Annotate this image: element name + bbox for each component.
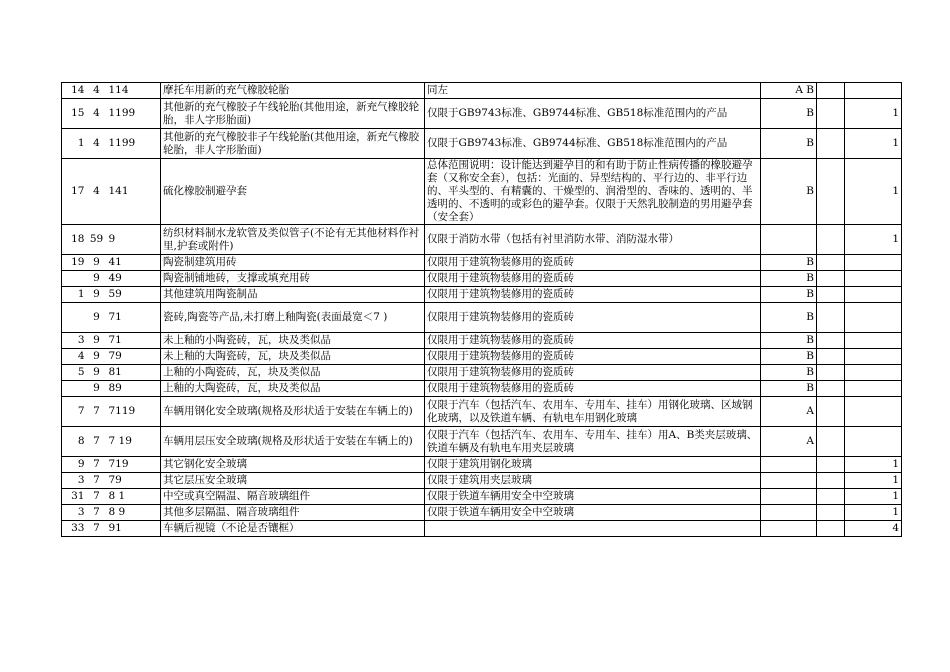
seq-cell: 31: [62, 489, 87, 505]
seq-cell: 14: [62, 83, 87, 99]
product-name-cell: 上釉的大陶瓷砖，瓦，块及类似品: [161, 381, 425, 397]
product-name-cell: 瓷砖,陶瓷等产品,未打磨上釉陶瓷(表面最宽＜7 ): [161, 303, 425, 333]
scope-cell: 仅限于建筑用夹层玻璃: [425, 473, 761, 489]
product-name-cell: 其他新的充气橡胶子午线轮胎(其他用途，新充气橡胶轮胎，非人字形胎面): [161, 99, 425, 129]
blank-cell: [817, 225, 845, 255]
blank-cell: [817, 473, 845, 489]
code-cell: 1199: [107, 99, 161, 129]
chapter-cell: 4: [87, 159, 107, 225]
code-cell: 8 9: [107, 505, 161, 521]
seq-cell: 18: [62, 225, 87, 255]
count-cell: [845, 287, 902, 303]
class-cell: A B: [761, 83, 817, 99]
table-row: [62, 397, 902, 427]
seq-cell: 33: [62, 521, 87, 537]
blank-cell: [817, 457, 845, 473]
product-name-cell: 其他新的充气橡胶非子午线轮胎(其他用途，新充气橡胶轮胎，非人字形胎面): [161, 129, 425, 159]
product-name-cell: 车辆用钢化安全玻璃(规格及形状适于安装在车辆上的): [161, 397, 425, 427]
code-cell: 79: [107, 473, 161, 489]
count-cell: [845, 427, 902, 457]
count-cell: [845, 349, 902, 365]
count-cell: 1: [845, 505, 902, 521]
product-name-cell: 未上釉的小陶瓷砖，瓦，块及类似品: [161, 333, 425, 349]
seq-cell: 9: [62, 457, 87, 473]
product-name-cell: 车辆后视镜（不论是否镶框）: [161, 521, 425, 537]
scope-cell: 仅限用于建筑物装修用的瓷质砖: [425, 255, 761, 271]
product-name-cell: 摩托车用新的充气橡胶轮胎: [161, 83, 425, 99]
code-cell: 59: [107, 287, 161, 303]
code-cell: 719: [107, 457, 161, 473]
blank-cell: [817, 505, 845, 521]
product-name-cell: 硫化橡胶制避孕套: [161, 159, 425, 225]
count-cell: [845, 333, 902, 349]
class-cell: A: [761, 397, 817, 427]
count-cell: 1: [845, 489, 902, 505]
product-name-cell: 其它层压安全玻璃: [161, 473, 425, 489]
blank-cell: [817, 489, 845, 505]
table-row: [62, 303, 902, 333]
scope-cell: 仅限用于建筑物装修用的瓷质砖: [425, 287, 761, 303]
chapter-cell: 4: [87, 83, 107, 99]
class-cell: A: [761, 427, 817, 457]
scope-cell: 仅限于GB9743标准、GB9744标准、GB518标准范围内的产品: [425, 129, 761, 159]
count-cell: 1: [845, 99, 902, 129]
count-cell: [845, 271, 902, 287]
table-row: [62, 129, 902, 159]
table-row: [62, 271, 902, 287]
class-cell: B: [761, 381, 817, 397]
blank-cell: [817, 303, 845, 333]
count-cell: 1: [845, 225, 902, 255]
product-name-cell: 其他建筑用陶瓷制品: [161, 287, 425, 303]
product-name-cell: 其它钢化安全玻璃: [161, 457, 425, 473]
scope-cell: 仅限于汽车（包括汽车、农用车、专用车、挂车）用钢化玻璃、区域钢化玻璃，以及铁道车辆、有轨电车用钢化玻璃: [425, 397, 761, 427]
code-cell: 8 1: [107, 489, 161, 505]
class-cell: B: [761, 255, 817, 271]
scope-cell: 仅限于汽车（包括汽车、农用车、专用车、挂车）用A、B类夹层玻璃、铁道车辆及有轨电车用夹层玻璃: [425, 427, 761, 457]
product-name-cell: 陶瓷制建筑用砖: [161, 255, 425, 271]
seq-cell: 3: [62, 473, 87, 489]
chapter-cell: 7: [87, 521, 107, 537]
class-cell: B: [761, 287, 817, 303]
chapter-cell: 7: [87, 397, 107, 427]
code-cell: 89: [107, 381, 161, 397]
class-cell: B: [761, 365, 817, 381]
seq-cell: 3: [62, 333, 87, 349]
chapter-cell: 9: [87, 349, 107, 365]
count-cell: 1: [845, 129, 902, 159]
chapter-cell: 7: [87, 427, 107, 457]
class-cell: [761, 457, 817, 473]
table-row: [62, 83, 902, 99]
blank-cell: [817, 287, 845, 303]
table-row: [62, 99, 902, 129]
chapter-cell: 7: [87, 489, 107, 505]
blank-cell: [817, 427, 845, 457]
scope-cell: 仅限用于建筑物装修用的瓷质砖: [425, 303, 761, 333]
code-cell: 49: [107, 271, 161, 287]
class-cell: B: [761, 99, 817, 129]
product-name-cell: 中空或真空隔温、隔音玻璃组件: [161, 489, 425, 505]
scope-cell: 仅限用于建筑物装修用的瓷质砖: [425, 349, 761, 365]
chapter-cell: 9: [87, 381, 107, 397]
table-body: [62, 83, 902, 537]
table-row: [62, 489, 902, 505]
count-cell: [845, 255, 902, 271]
scope-cell: 仅限于消防水带（包括有衬里消防水带、消防湿水带）: [425, 225, 761, 255]
blank-cell: [817, 255, 845, 271]
class-cell: B: [761, 333, 817, 349]
seq-cell: [62, 271, 87, 287]
count-cell: 1: [845, 457, 902, 473]
scope-cell: 总体范围说明：设计能达到避孕目的和有助于防止性病传播的橡胶避孕套（又称安全套），包括：光面的、异型结构的、平行边的、非平行边的、平头型的、有精囊的、干燥型的、润滑型的、香味的、透明的、半透明的、不透明的或彩色的避孕套。仅限于天然乳胶制造的男用避孕套（安全套）: [425, 159, 761, 225]
class-cell: B: [761, 271, 817, 287]
class-cell: B: [761, 129, 817, 159]
seq-cell: 3: [62, 505, 87, 521]
code-cell: 1199: [107, 129, 161, 159]
blank-cell: [817, 381, 845, 397]
blank-cell: [817, 129, 845, 159]
blank-cell: [817, 349, 845, 365]
code-cell: 114: [107, 83, 161, 99]
class-cell: B: [761, 349, 817, 365]
code-cell: 7 19: [107, 427, 161, 457]
chapter-cell: 9: [87, 287, 107, 303]
chapter-cell: 59: [87, 225, 107, 255]
count-cell: [845, 381, 902, 397]
product-name-cell: 车辆用层压安全玻璃(规格及形状适于安装在车辆上的): [161, 427, 425, 457]
class-cell: [761, 489, 817, 505]
count-cell: 4: [845, 521, 902, 537]
chapter-cell: 9: [87, 271, 107, 287]
count-cell: [845, 83, 902, 99]
count-cell: 1: [845, 159, 902, 225]
product-name-cell: 其他多层隔温、隔音玻璃组件: [161, 505, 425, 521]
code-cell: 81: [107, 365, 161, 381]
chapter-cell: 9: [87, 333, 107, 349]
scope-cell: 仅限于建筑用钢化玻璃: [425, 457, 761, 473]
chapter-cell: 9: [87, 365, 107, 381]
table-row: [62, 159, 902, 225]
chapter-cell: 7: [87, 473, 107, 489]
scope-cell: 仅限用于建筑物装修用的瓷质砖: [425, 333, 761, 349]
table-row: [62, 255, 902, 271]
class-cell: [761, 225, 817, 255]
code-cell: 141: [107, 159, 161, 225]
code-cell: 71: [107, 303, 161, 333]
chapter-cell: 4: [87, 99, 107, 129]
code-cell: 91: [107, 521, 161, 537]
seq-cell: 4: [62, 349, 87, 365]
code-cell: 41: [107, 255, 161, 271]
table-row: [62, 521, 902, 537]
code-cell: 9: [107, 225, 161, 255]
scope-cell: 仅限用于建筑物装修用的瓷质砖: [425, 381, 761, 397]
seq-cell: 7: [62, 397, 87, 427]
seq-cell: [62, 303, 87, 333]
blank-cell: [817, 271, 845, 287]
table-row: [62, 349, 902, 365]
class-cell: [761, 473, 817, 489]
scope-cell: 仅限于GB9743标准、GB9744标准、GB518标准范围内的产品: [425, 99, 761, 129]
blank-cell: [817, 365, 845, 381]
code-cell: 71: [107, 333, 161, 349]
scope-cell: 仅限于铁道车辆用安全中空玻璃: [425, 489, 761, 505]
class-cell: B: [761, 159, 817, 225]
blank-cell: [817, 159, 845, 225]
catalog-table: [61, 82, 902, 537]
table-row: [62, 473, 902, 489]
count-cell: [845, 397, 902, 427]
table-row: [62, 365, 902, 381]
scope-cell: 仅限于铁道车辆用安全中空玻璃: [425, 505, 761, 521]
table-row: [62, 287, 902, 303]
chapter-cell: 9: [87, 303, 107, 333]
scope-cell: 同左: [425, 83, 761, 99]
blank-cell: [817, 99, 845, 129]
table-row: [62, 333, 902, 349]
table-row: [62, 225, 902, 255]
seq-cell: 1: [62, 287, 87, 303]
blank-cell: [817, 397, 845, 427]
seq-cell: 15: [62, 99, 87, 129]
seq-cell: 8: [62, 427, 87, 457]
chapter-cell: 4: [87, 129, 107, 159]
scope-cell: 仅限用于建筑物装修用的瓷质砖: [425, 271, 761, 287]
table-row: [62, 427, 902, 457]
blank-cell: [817, 333, 845, 349]
scope-cell: 仅限用于建筑物装修用的瓷质砖: [425, 365, 761, 381]
count-cell: [845, 365, 902, 381]
seq-cell: [62, 381, 87, 397]
class-cell: B: [761, 303, 817, 333]
product-name-cell: 陶瓷制铺地砖，支撑或填充用砖: [161, 271, 425, 287]
chapter-cell: 9: [87, 255, 107, 271]
seq-cell: 5: [62, 365, 87, 381]
table-row: [62, 381, 902, 397]
seq-cell: 17: [62, 159, 87, 225]
code-cell: 7119: [107, 397, 161, 427]
class-cell: [761, 505, 817, 521]
blank-cell: [817, 83, 845, 99]
count-cell: 1: [845, 473, 902, 489]
blank-cell: [817, 521, 845, 537]
chapter-cell: 7: [87, 457, 107, 473]
class-cell: [761, 521, 817, 537]
product-name-cell: 纺织材料制水龙软管及类似管子(不论有无其他材料作衬里,护套或附件): [161, 225, 425, 255]
seq-cell: 1: [62, 129, 87, 159]
table-row: [62, 505, 902, 521]
chapter-cell: 7: [87, 505, 107, 521]
product-name-cell: 未上釉的大陶瓷砖，瓦，块及类似品: [161, 349, 425, 365]
table-row: [62, 457, 902, 473]
scope-cell: [425, 521, 761, 537]
seq-cell: 19: [62, 255, 87, 271]
product-name-cell: 上釉的小陶瓷砖，瓦，块及类似品: [161, 365, 425, 381]
code-cell: 79: [107, 349, 161, 365]
count-cell: [845, 303, 902, 333]
